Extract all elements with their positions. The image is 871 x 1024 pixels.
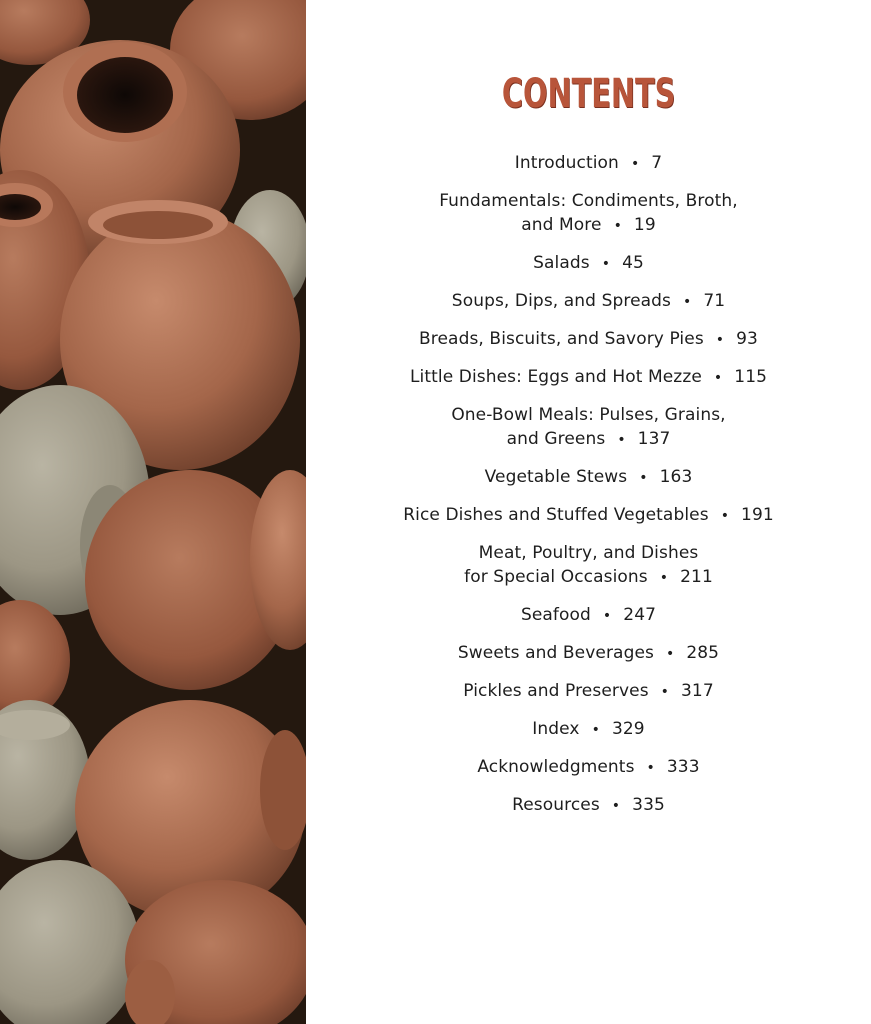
toc-entry-title-line bbox=[306, 403, 871, 427]
toc-entry-title: Meat, Poultry, and Dishes bbox=[478, 543, 699, 563]
toc-page-number: 317 bbox=[681, 681, 714, 701]
toc-entry-title: and Greens bbox=[506, 429, 606, 449]
toc-entry bbox=[306, 365, 871, 390]
toc-entry bbox=[306, 541, 871, 590]
toc-entry-title-line bbox=[306, 603, 871, 628]
toc-entry-title-line bbox=[306, 565, 871, 590]
toc-entry-title-line bbox=[306, 679, 871, 704]
clay-pots-photo bbox=[0, 0, 306, 1024]
toc-entry-title: Pickles and Preserves bbox=[463, 681, 649, 701]
toc-separator: • bbox=[646, 760, 655, 776]
toc-entry-title: Rice Dishes and Stuffed Vegetables bbox=[403, 505, 709, 525]
toc-entry-title-line bbox=[306, 189, 871, 213]
toc-page-number: 247 bbox=[623, 605, 657, 625]
toc-separator: • bbox=[713, 370, 723, 386]
toc-entry bbox=[306, 327, 871, 352]
toc-entry-title-line bbox=[306, 755, 871, 780]
toc-entry bbox=[306, 151, 871, 176]
contents-heading: CONTENTS bbox=[501, 71, 676, 117]
toc-entry-title-line bbox=[306, 327, 871, 352]
toc-separator: • bbox=[659, 570, 669, 586]
toc-separator: • bbox=[611, 798, 621, 814]
toc-separator: • bbox=[601, 256, 611, 272]
toc-entry bbox=[306, 289, 871, 314]
contents-page bbox=[306, 0, 871, 1024]
toc-entry-title-line bbox=[306, 213, 871, 238]
toc-entry-title: Soups, Dips, and Spreads bbox=[451, 291, 671, 311]
toc-separator: • bbox=[683, 294, 692, 310]
toc-separator: • bbox=[715, 332, 725, 348]
toc-entry-title-line bbox=[306, 793, 871, 818]
toc-entry bbox=[306, 755, 871, 780]
toc-entry-title: Seafood bbox=[520, 605, 591, 625]
toc-page-number: 163 bbox=[659, 467, 693, 487]
toc-entry-title: and More bbox=[521, 215, 602, 235]
toc-entry bbox=[306, 641, 871, 666]
toc-entry bbox=[306, 251, 871, 276]
toc-entry-title: Fundamentals: Condiments, Broth, bbox=[439, 191, 738, 211]
toc-entry-title: Index bbox=[532, 719, 580, 739]
toc-entry bbox=[306, 679, 871, 704]
toc-page-number: 333 bbox=[666, 757, 700, 777]
toc-entry bbox=[306, 465, 871, 490]
toc-separator: • bbox=[602, 608, 612, 624]
toc-entry-title: Acknowledgments bbox=[477, 757, 635, 777]
toc-entry-title: Sweets and Beverages bbox=[457, 643, 654, 663]
toc-separator: • bbox=[591, 722, 600, 738]
toc-entry bbox=[306, 793, 871, 818]
toc-entry-title-line bbox=[306, 465, 871, 490]
toc-entry bbox=[306, 503, 871, 528]
toc-page-number: 137 bbox=[637, 429, 671, 449]
toc-page-number: 71 bbox=[703, 291, 726, 311]
toc-separator: • bbox=[720, 508, 730, 524]
table-of-contents bbox=[306, 151, 871, 831]
toc-entry-title: Salads bbox=[533, 253, 590, 273]
toc-entry-title: Resources bbox=[512, 795, 600, 815]
toc-separator: • bbox=[613, 218, 622, 234]
toc-entry bbox=[306, 189, 871, 238]
toc-entry-title: Introduction bbox=[514, 153, 619, 173]
toc-entry-title: Breads, Biscuits, and Savory Pies bbox=[419, 329, 704, 349]
toc-entry-title-line bbox=[306, 289, 871, 314]
toc-entry-title-line bbox=[306, 541, 871, 565]
toc-entry bbox=[306, 403, 871, 452]
toc-page-number: 19 bbox=[633, 215, 656, 235]
toc-separator: • bbox=[630, 156, 640, 172]
toc-separator: • bbox=[639, 470, 648, 486]
toc-entry-title: Vegetable Stews bbox=[484, 467, 628, 487]
toc-page-number: 285 bbox=[686, 643, 720, 663]
toc-entry-title-line bbox=[306, 717, 871, 742]
toc-entry-title-line bbox=[306, 151, 871, 176]
toc-page-number: 45 bbox=[622, 253, 644, 273]
toc-separator: • bbox=[617, 432, 626, 448]
toc-separator: • bbox=[665, 646, 675, 662]
toc-entry bbox=[306, 717, 871, 742]
toc-entry-title-line bbox=[306, 427, 871, 452]
toc-entry-title: One-Bowl Meals: Pulses, Grains, bbox=[451, 405, 726, 425]
toc-entry-title-line bbox=[306, 641, 871, 666]
toc-separator: • bbox=[660, 684, 670, 700]
toc-page-number: 7 bbox=[651, 153, 663, 173]
toc-page-number: 115 bbox=[734, 367, 768, 387]
toc-entry-title: for Special Occasions bbox=[464, 567, 648, 587]
toc-page-number: 191 bbox=[741, 505, 774, 525]
toc-entry-title-line bbox=[306, 365, 871, 390]
toc-page-number: 93 bbox=[736, 329, 758, 349]
toc-entry-title-line bbox=[306, 503, 871, 528]
toc-entry-title: Little Dishes: Eggs and Hot Mezze bbox=[409, 367, 702, 387]
toc-page-number: 211 bbox=[680, 567, 713, 587]
clay-pots-illustration bbox=[0, 0, 306, 1024]
toc-page-number: 329 bbox=[611, 719, 645, 739]
toc-entry bbox=[306, 603, 871, 628]
toc-page-number: 335 bbox=[632, 795, 665, 815]
toc-entry-title-line bbox=[306, 251, 871, 276]
